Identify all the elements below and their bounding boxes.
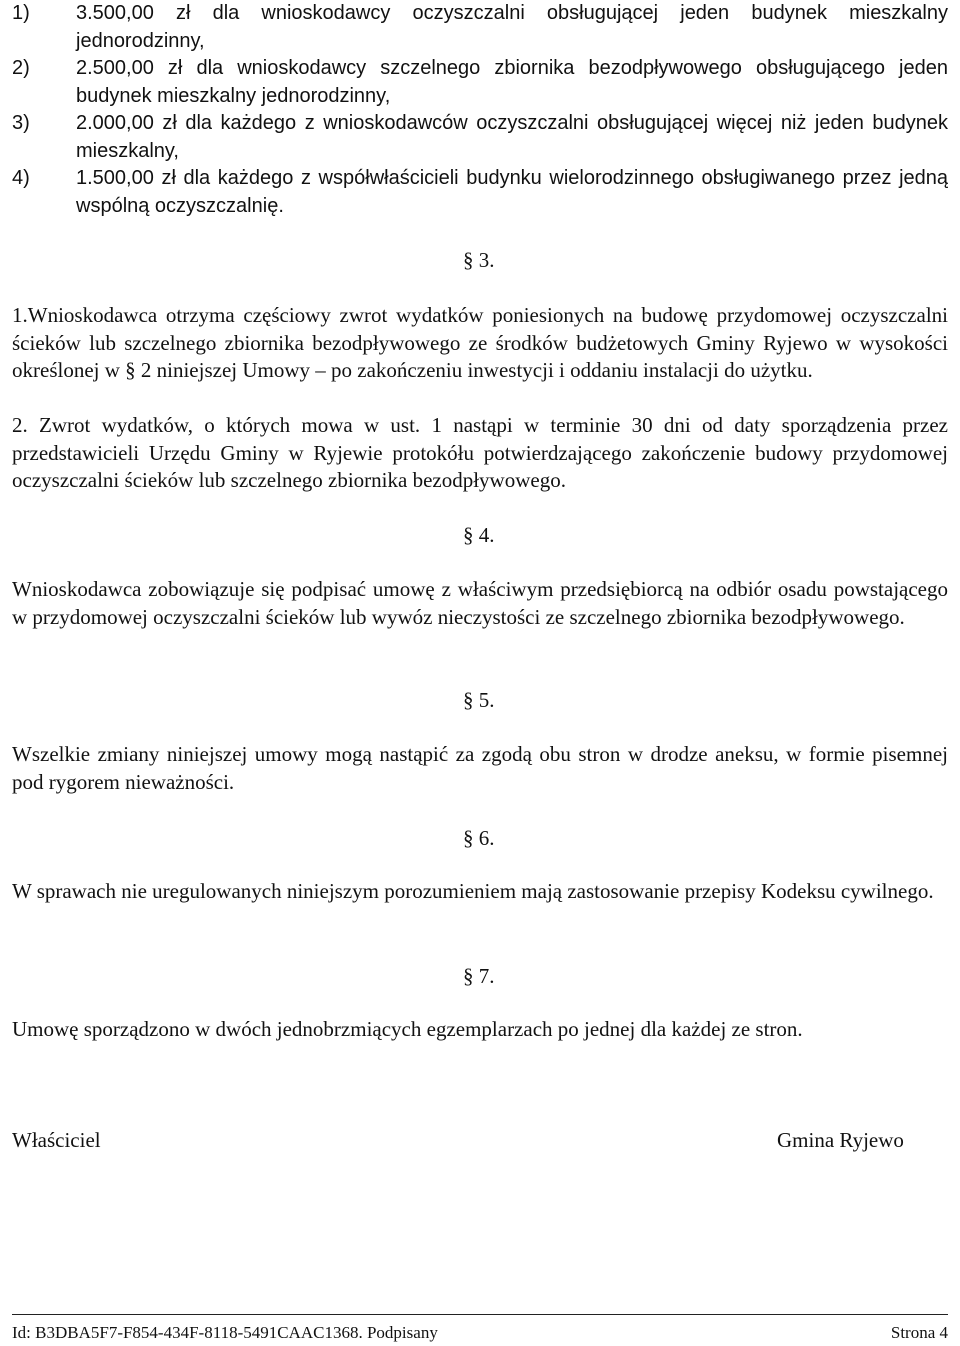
section-3-paragraph-1: 1.Wnioskodawca otrzyma częściowy zwrot wydatków poniesionych na budowę przydomowej oczyszczalni ścieków lub szczelnego zbiornika bezodpływowego ze środków budżetowych Gminy Ryjewo w wysokości określonej w § 2 niniejszej Umowy – po zakończeniu inwestycji i oddaniu instalacji do użytku.: [12, 303, 948, 382]
amount-list: [12, 0, 948, 220]
list-item-text: 2.000,00 zł dla każdego z wnioskodawców oczyszczalni obsługującej więcej niż jeden budynek mieszkalny,: [76, 112, 948, 162]
list-item: [12, 55, 948, 110]
section-4-paragraph: Wnioskodawca zobowiązuje się podpisać umowę z właściwym przedsiębiorcą na odbiór osadu powstającego w przydomowej oczyszczalni ścieków lub wywóz nieczystości ze szczelnego zbiornika bezodpływowego.: [12, 577, 948, 629]
list-item-number: 4): [12, 167, 30, 189]
list-item-text: 3.500,00 zł dla wnioskodawcy oczyszczalni obsługującej jeden budynek mieszkalny jednorodzinny,: [76, 2, 948, 52]
section-5-heading: § 5.: [463, 688, 495, 712]
section-3-heading: § 3.: [463, 248, 495, 272]
footer-divider: [12, 1314, 948, 1315]
list-item-text: 2.500,00 zł dla wnioskodawcy szczelnego zbiornika bezodpływowego obsługującego jeden budynek mieszkalny jednorodzinny,: [76, 57, 948, 107]
list-item-number: 3): [12, 112, 30, 134]
section-7-heading: § 7.: [463, 964, 495, 988]
section-5-paragraph: Wszelkie zmiany niniejszej umowy mogą nastąpić za zgodą obu stron w drodze aneksu, w formie pisemnej pod rygorem nieważności.: [12, 742, 948, 794]
footer-page-number: Strona 4: [890, 1323, 948, 1342]
list-item-number: 1): [12, 2, 30, 24]
list-item-text: 1.500,00 zł dla każdego z współwłaścicieli budynku wielorodzinnego obsługiwanego przez jedną wspólną oczyszczalnię.: [76, 167, 948, 217]
section-3-paragraph-2: 2. Zwrot wydatków, o których mowa w ust. 1 nastąpi w terminie 30 dni od daty sporządzenia przez przedstawicieli Urzędu Gminy w Ryjewie protokółu potwierdzającego zakończenie budowy przydomowej oczyszczalni ścieków lub szczelnego zbiornika bezodpływowego.: [12, 413, 948, 492]
section-4-heading: § 4.: [463, 523, 495, 547]
signature-owner: Właściciel: [12, 1128, 101, 1152]
signature-municipality: Gmina Ryjewo: [777, 1128, 904, 1152]
footer-document-id: Id: B3DBA5F7-F854-434F-8118-5491CAAC1368. Podpisany: [12, 1323, 438, 1342]
list-item: [12, 0, 948, 55]
section-6-heading: § 6.: [463, 826, 495, 850]
list-item: [12, 110, 948, 165]
section-6-paragraph: W sprawach nie uregulowanych niniejszym porozumieniem mają zastosowanie przepisy Kodeksu cywilnego.: [12, 879, 934, 903]
list-item: [12, 165, 948, 220]
section-7-paragraph: Umowę sporządzono w dwóch jednobrzmiących egzemplarzach po jednej dla każdej ze stron.: [12, 1017, 803, 1041]
list-item-number: 2): [12, 57, 30, 79]
